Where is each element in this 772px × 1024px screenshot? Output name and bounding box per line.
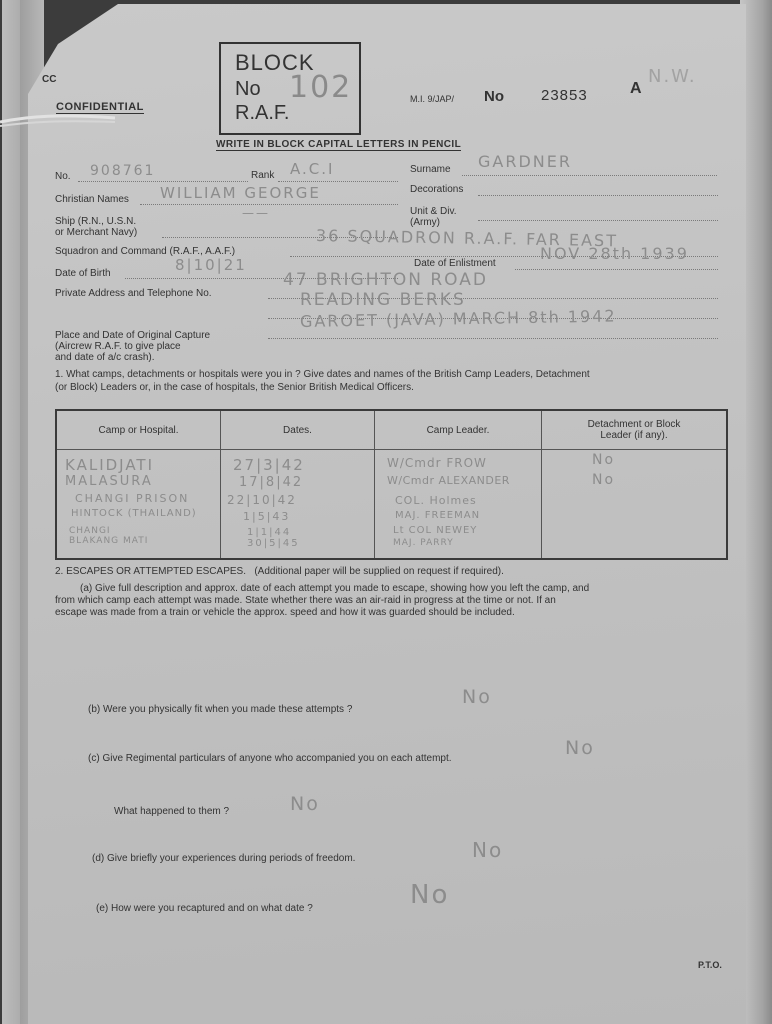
- question-2c: (c) Give Regimental particulars of anyone who accompanied you on each attempt.: [88, 753, 452, 764]
- table-cell: MAJ. PARRY: [393, 538, 454, 548]
- table-cell: No: [592, 472, 616, 488]
- decorations-line: [478, 195, 718, 196]
- squadron-label: Squadron and Command (R.A.F., A.A.F.): [55, 246, 236, 257]
- table-cell: MALASURA: [65, 474, 153, 489]
- service-no-value: 908761: [90, 163, 156, 179]
- table-cell: 1|5|43: [243, 510, 291, 523]
- block-stamp-line3: R.A.F.: [235, 102, 290, 124]
- decorations-label: Decorations: [410, 184, 464, 195]
- table-cell: Lt COL NEWEY: [393, 525, 478, 536]
- question-1-line-1: 1. What camps, detachments or hospitals were you in ? Give dates and names of the British Camp Leaders, Detachment: [55, 369, 590, 380]
- rank-line: [278, 181, 398, 182]
- block-stamp: [219, 42, 361, 135]
- capture-value: GAROET (JAVA) MARCH 8th 1942: [299, 306, 617, 331]
- capture-label-2: (Aircrew R.A.F. to give place: [55, 341, 181, 352]
- block-stamp-line1: BLOCK: [235, 50, 315, 75]
- col-detachment-header: Detachment or Block Leader (if any).: [542, 410, 728, 450]
- unit-label-1: Unit & Div.: [410, 206, 457, 217]
- capture-label-3: and date of a/c crash).: [55, 352, 155, 363]
- question-2b-answer: No: [462, 686, 492, 708]
- table-cell: CHANGI: [69, 526, 111, 536]
- unit-line: [478, 220, 718, 221]
- pto-label: P.T.O.: [698, 960, 722, 970]
- block-number-handwritten: 102: [289, 70, 353, 105]
- table-cell: COL. Holmes: [395, 494, 477, 507]
- capture-label-1: Place and Date of Original Capture: [55, 330, 211, 341]
- enlistment-label: Date of Enlistment: [414, 258, 496, 269]
- service-no-line: [78, 181, 248, 182]
- table-cell: W/Cmdr FROW: [387, 456, 487, 470]
- question-2-heading: [55, 566, 504, 577]
- ship-label-2: or Merchant Navy): [55, 227, 138, 238]
- mi-reference: M.I. 9/JAP/: [410, 94, 455, 104]
- question-2c-answer: No: [565, 737, 595, 759]
- table-cell: MAJ. FREEMAN: [395, 510, 481, 521]
- question-2-note: (Additional paper will be supplied on request if required).: [254, 566, 504, 577]
- table-cell: W/Cmdr ALEXANDER: [387, 474, 510, 487]
- camp-column: [56, 450, 221, 560]
- rank-label: Rank: [251, 170, 275, 181]
- address-value-1: 47 BRIGHTON ROAD: [283, 270, 488, 290]
- question-2b: (b) Were you physically fit when you made these attempts ?: [88, 704, 353, 715]
- question-2a-line-3: escape was made from a train or vehicle the approx. speed and how it was guarded should be included.: [55, 607, 515, 618]
- table-cell: HINTOCK (THAILAND): [71, 508, 197, 519]
- block-stamp-line2: No: [235, 78, 261, 100]
- confidential-label: CONFIDENTIAL: [56, 101, 144, 113]
- camps-table: [55, 409, 728, 560]
- service-no-label: No.: [55, 171, 71, 182]
- pencil-instruction: WRITE IN BLOCK CAPITAL LETTERS IN PENCIL: [216, 139, 462, 150]
- col-leader-header: Camp Leader.: [375, 410, 542, 450]
- question-2e-answer: No: [410, 880, 450, 910]
- question-2d-answer: No: [472, 838, 504, 862]
- series-letter: A: [630, 80, 642, 97]
- question-1-line-2: (or Block) Leaders or, in the case of hospitals, the Senior British Medical Officers.: [55, 382, 414, 393]
- leader-column: [375, 450, 542, 560]
- table-cell: 17|8|42: [239, 475, 304, 490]
- col-camp-header: Camp or Hospital.: [56, 410, 221, 450]
- table-cell: BLAKANG MATI: [69, 536, 149, 546]
- table-cell: 22|10|42: [227, 493, 297, 507]
- question-2-title: 2. ESCAPES OR ATTEMPTED ESCAPES.: [55, 566, 246, 577]
- corner-handwriting: N.W.: [648, 66, 697, 87]
- ship-value: ——: [242, 206, 270, 220]
- christian-names-line: [140, 204, 398, 205]
- col-dates-header: Dates.: [221, 410, 375, 450]
- surname-line: [462, 175, 717, 176]
- table-cell: 27|3|42: [233, 456, 305, 474]
- table-cell: No: [592, 452, 616, 468]
- capture-line: [268, 338, 718, 339]
- question-2a-line-2: from which camp each attempt was made. State whether there was an air-raid in progress at the time or not. If an: [55, 595, 556, 606]
- table-cell: 1|1|44: [247, 527, 292, 538]
- table-cell: 30|5|45: [247, 538, 300, 549]
- rank-value: A.C.I: [290, 160, 335, 178]
- enlistment-line: [515, 269, 718, 270]
- corner-mark: CC: [42, 74, 57, 85]
- address-value-2: READING BERKS: [300, 290, 466, 310]
- squadron-value: 36 SQUADRON R.A.F. FAR EAST: [315, 226, 619, 251]
- dob-value: 8|10|21: [175, 256, 247, 274]
- question-2c-followup-answer: No: [290, 793, 320, 815]
- question-2e: (e) How were you recaptured and on what date ?: [96, 903, 313, 914]
- address-label: Private Address and Telephone No.: [55, 288, 212, 299]
- dob-label: Date of Birth: [55, 268, 111, 279]
- question-2a-line-1: (a) Give full description and approx. date of each attempt you made to escape, showing how you left the camp, and: [80, 583, 590, 594]
- unit-label-2: (Army): [410, 217, 440, 228]
- enlistment-value: NOV 28th 1939: [540, 244, 689, 263]
- question-2d: (d) Give briefly your experiences during periods of freedom.: [92, 853, 356, 864]
- question-2c-followup: What happened to them ?: [114, 806, 230, 817]
- table-cell: CHANGI PRISON: [75, 492, 190, 505]
- ship-label-1: Ship (R.N., U.S.N.: [55, 216, 137, 227]
- christian-names-value: WILLIAM GEORGE: [160, 184, 321, 202]
- surname-label: Surname: [410, 164, 451, 175]
- dates-column: [221, 450, 375, 560]
- christian-names-label: Christian Names: [55, 194, 129, 205]
- surname-value: GARDNER: [478, 152, 572, 171]
- table-cell: KALIDJATI: [65, 456, 155, 474]
- detachment-column: [542, 450, 728, 560]
- serial-number: 23853: [541, 87, 588, 104]
- number-label: No: [484, 88, 504, 105]
